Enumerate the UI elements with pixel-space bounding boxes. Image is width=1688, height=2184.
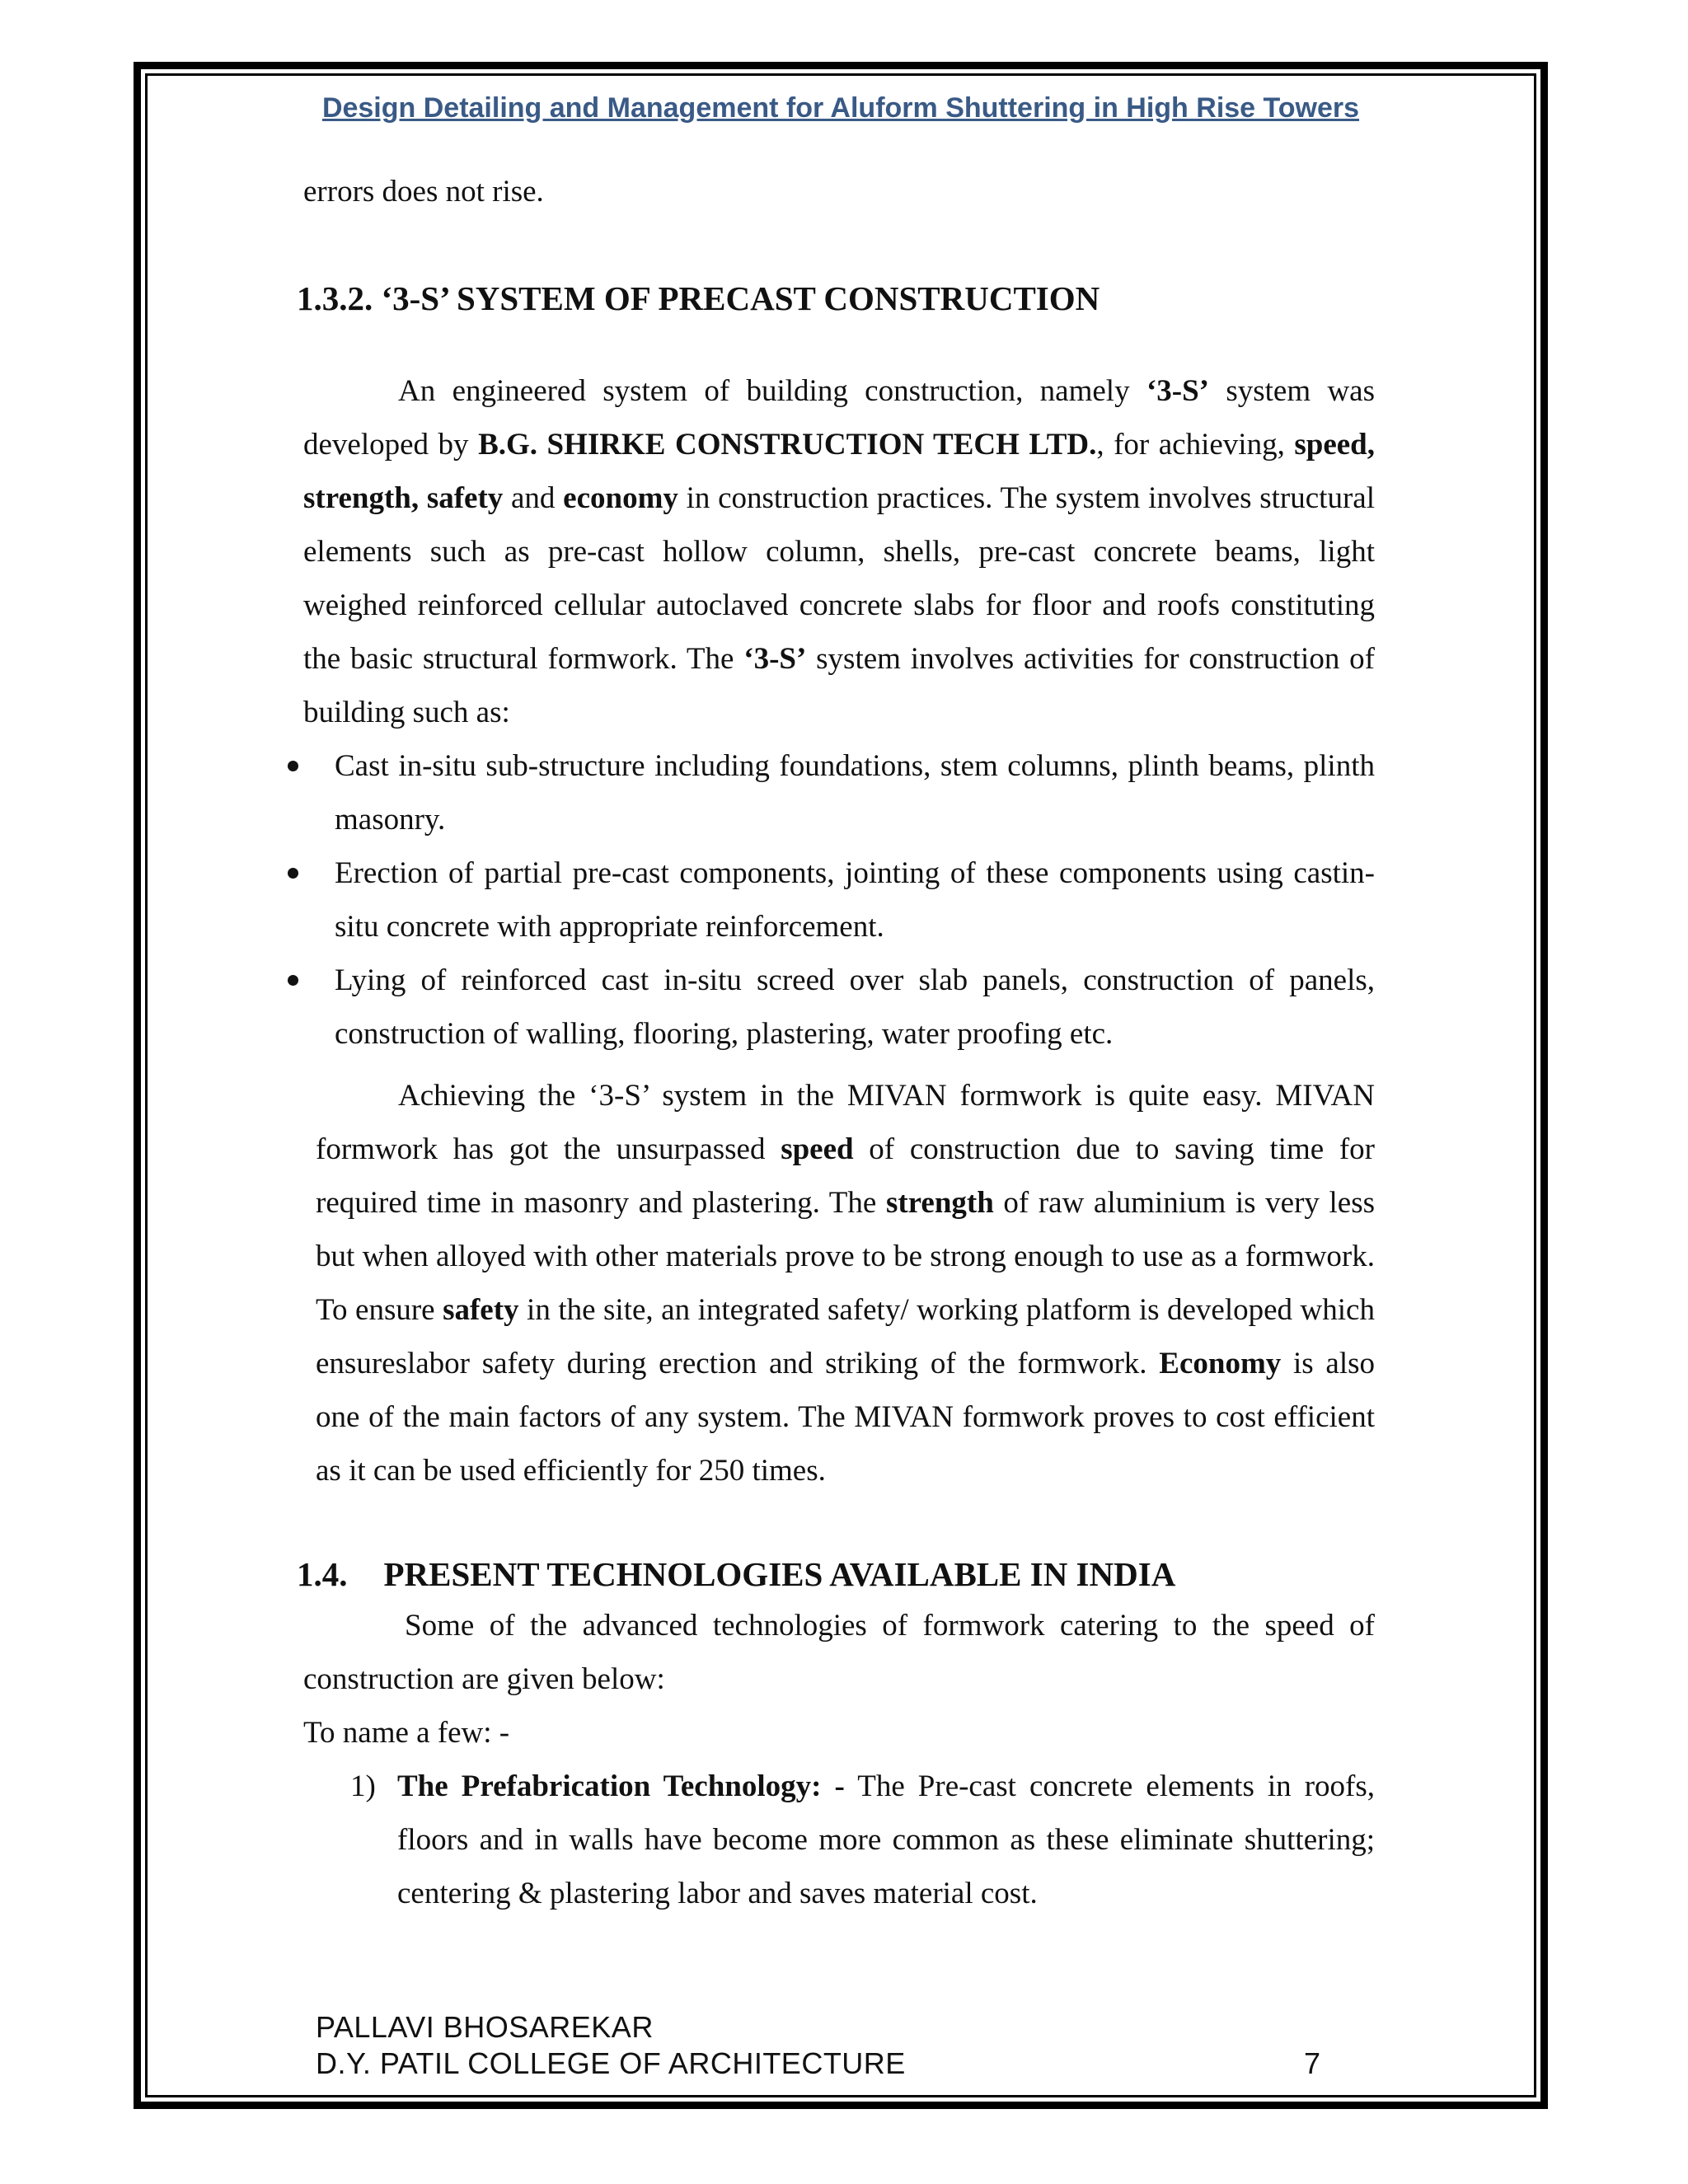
bold-run: ‘3-S’ (743, 642, 807, 676)
bold-run: speed (781, 1132, 854, 1166)
item-text: The Pre-cast concrete elements in roofs, floors and in walls have become more common as these eliminate shuttering; centering & plastering labor and saves material cost. (397, 1769, 1376, 1910)
page-number: 7 (1304, 2046, 1321, 2080)
list-item (284, 739, 1375, 846)
bold-run: speed, strength, safety (303, 428, 1375, 515)
section-heading-1-3-2: 1.3.2. ‘3-S’ SYSTEM OF PRECAST CONSTRUCTION (297, 279, 1100, 317)
section-title: PRESENT TECHNOLOGIES AVAILABLE IN INDIA (383, 1555, 1176, 1593)
list-item (284, 954, 1375, 1061)
section-number: 1.4. (297, 1555, 348, 1593)
bold-run: ‘3-S’ (1146, 374, 1209, 408)
bold-run: Economy (1159, 1347, 1282, 1380)
list-item (350, 1760, 1375, 1920)
bold-run: safety (443, 1293, 519, 1327)
footer-author: PALLAVI BHOSAREKAR (316, 2010, 654, 2044)
section-heading-1-4 (297, 1554, 1175, 1594)
bullet-dot-icon (288, 868, 298, 879)
running-header: Design Detailing and Management for Aluform Shuttering in High Rise Towers (321, 92, 1360, 124)
bullet-list (284, 739, 1375, 1061)
numbered-list (350, 1760, 1375, 1920)
item-term: The Prefabrication Technology: - (397, 1769, 845, 1803)
bold-run: economy (563, 481, 678, 515)
mivan-paragraph: Achieving the ‘3-S’ system in the MIVAN formwork is quite easy. MIVAN formwork has got the unsurpassed speed of construction due to saving time for required time in masonry and plastering. The strength of raw aluminium is very less but when alloyed with other materials prove to be strong enough to use as a formwork. To ensure safety in the site, an integrated safety/ working platform is developed which ensureslabor safety during erection and striking of the formwork. Economy is also one of the main factors of any system. The MIVAN formwork proves to cost efficient as it can be used efficiently for 250 times. (316, 1079, 1375, 1488)
to-name-a-few: To name a few: - (303, 1716, 510, 1750)
footer-institution: D.Y. PATIL COLLEGE OF ARCHITECTURE (316, 2046, 906, 2080)
bold-run: strength (885, 1186, 994, 1220)
section-1-4-intro: Some of the advanced technologies of formwork catering to the speed of construction are given below: (303, 1609, 1375, 1696)
bullet-text: Cast in-situ sub-structure including foundations, stem columns, plinth beams, plinth masonry. (335, 749, 1375, 837)
bullet-dot-icon (288, 975, 298, 986)
bullet-dot-icon (288, 761, 298, 771)
bold-run: B.G. SHIRKE CONSTRUCTION TECH LTD. (478, 428, 1097, 462)
top-fragment: errors does not rise. (303, 175, 544, 209)
bullet-text: Erection of partial pre-cast components, jointing of these components using castin-situ concrete with appropriate reinforcement. (335, 856, 1375, 944)
item-number: 1) (350, 1769, 376, 1803)
list-item (284, 846, 1375, 954)
section-1-3-2-paragraph: An engineered system of building construction, namely ‘3-S’ system was developed by B.G. SHIRKE CONSTRUCTION TECH LTD., for achieving, speed, strength, safety and economy in construction practices. The system involves structural elements such as pre-cast hollow column, shells, pre-cast concrete beams, light weighed reinforced cellular autoclaved concrete slabs for floor and roofs constituting the basic structural formwork. The ‘3-S’ system involves activities for construction of building such as: (303, 374, 1375, 729)
bullet-text: Lying of reinforced cast in-situ screed over slab panels, construction of panels, construction of walling, flooring, plastering, water proofing etc. (335, 963, 1375, 1051)
